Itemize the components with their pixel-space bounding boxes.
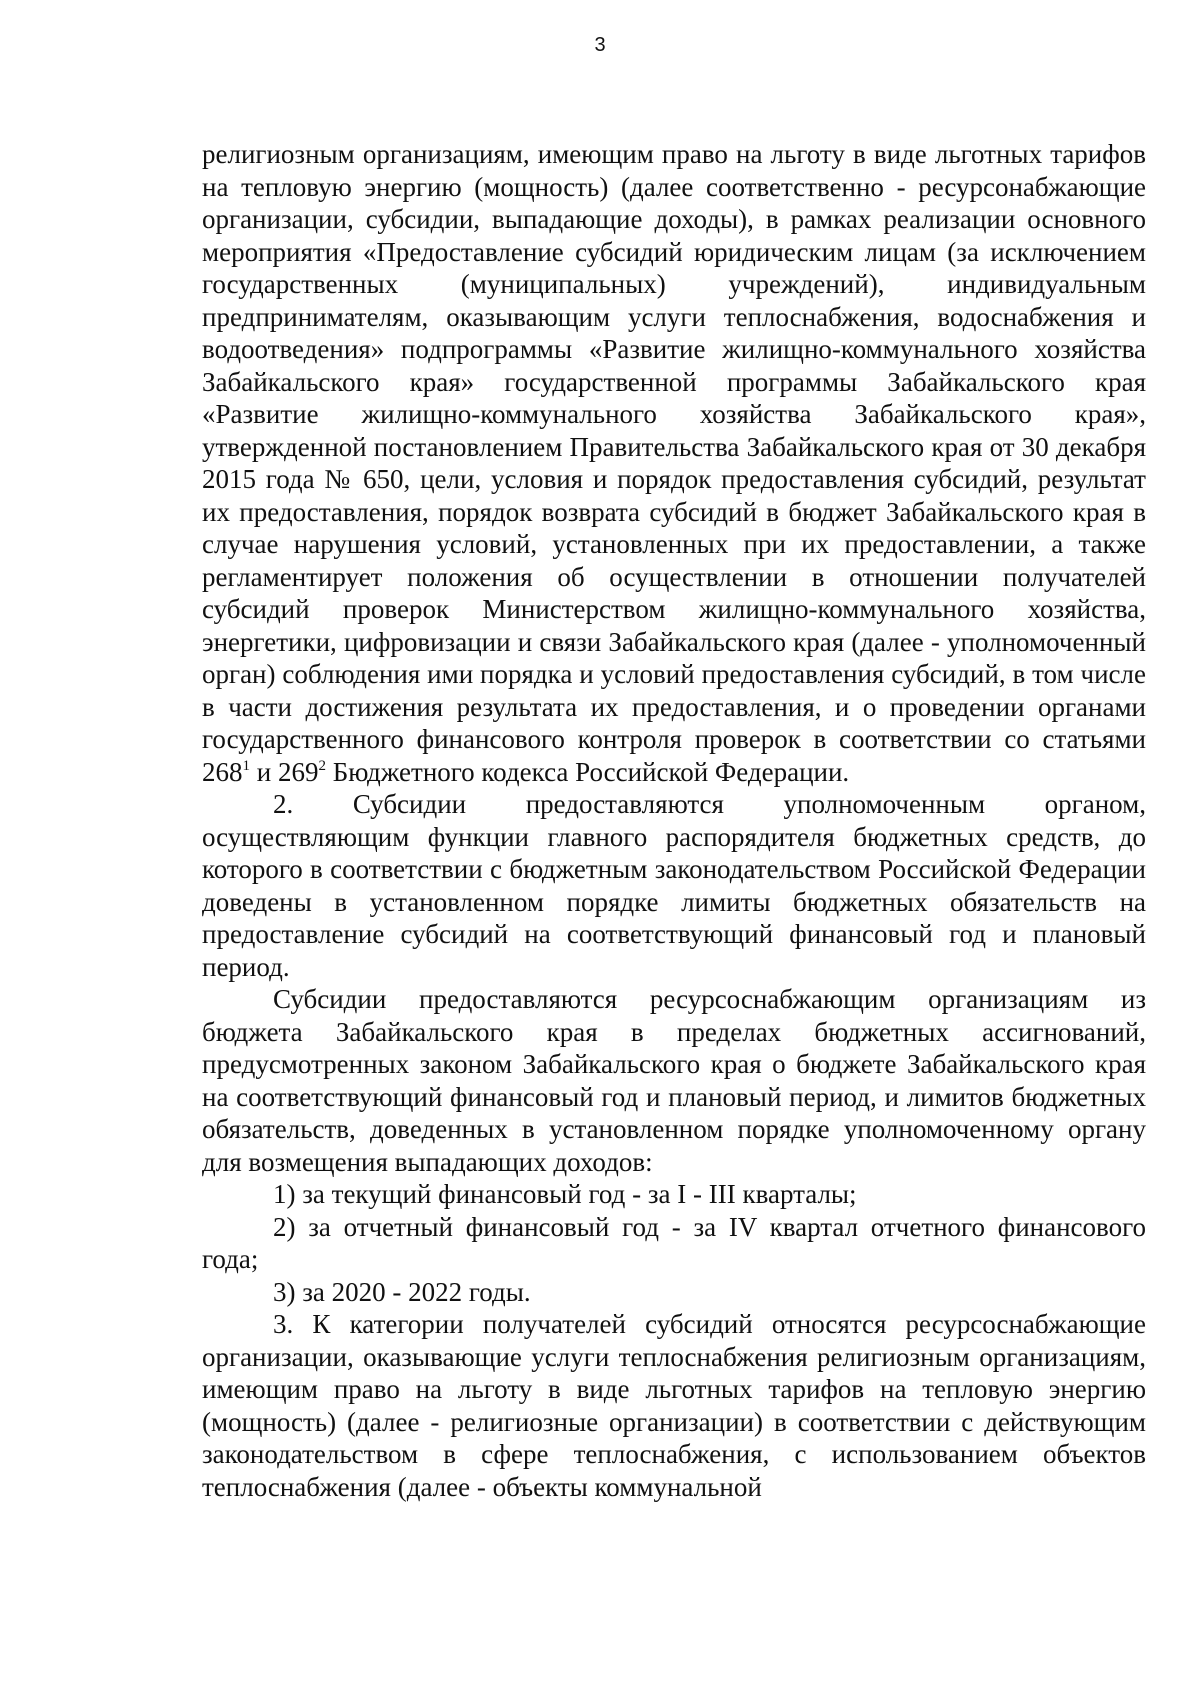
list-item-1: 1) за текущий финансовый год - за I - III кварталы; [273,1179,857,1209]
list-item-3: 3) за 2020 - 2022 годы. [273,1276,531,1307]
page-number: 3 [594,34,606,56]
paragraph-subsidies: Субсидии предоставляются ресурсоснабжающим организациям из бюджета Забайкальского края в пределах бюджетных ассигнований, предусмотренных законом Забайкальского края о бюджете Забайкальского края на соответствующий финансовый год и плановый период, и лимитов бюджетных обязательств, доведенных в установленном порядке уполномоченному органу для возмещения выпадающих доходов: [202,984,1146,1177]
paragraph-1-text: религиозным организациям, имеющим право на льготу в виде льготных тарифов на тепловую энергию (мощность) (далее соответственно - ресурсонабжающие организации, субсидии, выпадающие доходы), в рамках реализации основного мероприятия «Предоставление субсидий юридическим лицам (за исключением государственных (муниципальных) учреждений), индивидуальным предпринимателям, оказывающим услуги теплоснабжения, водоснабжения и водоотведения» подпрограммы «Развитие жилищно-коммунального хозяйства Забайкальского края» государственной программы Забайкальского края «Развитие жилищно-коммунального хозяйства Забайкальского края», утвержденной постановлением Правительства Забайкальского края от 30 декабря 2015 года № 650, цели, условия и порядок предоставления субсидий, результат их предоставления, порядок возврата субсидий в бюджет Забайкальского края в случае нарушения условий, установленных при их предоставлении, а также регламентирует положения об осуществлении в отношении получателей субсидий проверок Министерством жилищно-коммунального хозяйства, энергетики, цифровизации и связи Забайкальского края (далее - уполномоченный орган) соблюдения ими порядка и условий предоставления субсидий, в том числе в части достижения результата их предоставления, и о проведении органами государственного финансового контроля проверок в соответствии со статьями 268 [202,139,1146,787]
superscript-1: 1 [242,757,250,774]
paragraph-3: 3. К категории получателей субсидий относятся ресурсоснабжающие организации, оказывающие услуги теплоснабжения религиозным организациям, имеющим право на льготу в виде льготных тарифов на тепловую энергию (мощность) (далее - религиозные организации) в соответствии с действующим законодательством в сфере теплоснабжения, с использованием объектов теплоснабжения (далее - объекты коммунальной [202,1309,1146,1502]
paragraph-2: 2. Субсидии предоставляются уполномоченным органом, осуществляющим функции главного распорядителя бюджетных средств, до которого в соответствии с бюджетным законодательством Российской Федерации доведены в установленном порядке лимиты бюджетных обязательств на предоставление субсидий на соответствующий финансовый год и плановый период. [202,789,1146,982]
superscript-2: 2 [318,757,326,774]
document-body [202,138,1146,1503]
list-item-2: 2) за отчетный финансовый год - за IV квартал отчетного финансового года; [202,1211,1146,1274]
paragraph-1-continued [202,138,1146,788]
paragraph-1-text-3: Бюджетного кодекса Российской Федерации. [325,756,850,787]
paragraph-1-text-2: и 269 [250,756,319,787]
